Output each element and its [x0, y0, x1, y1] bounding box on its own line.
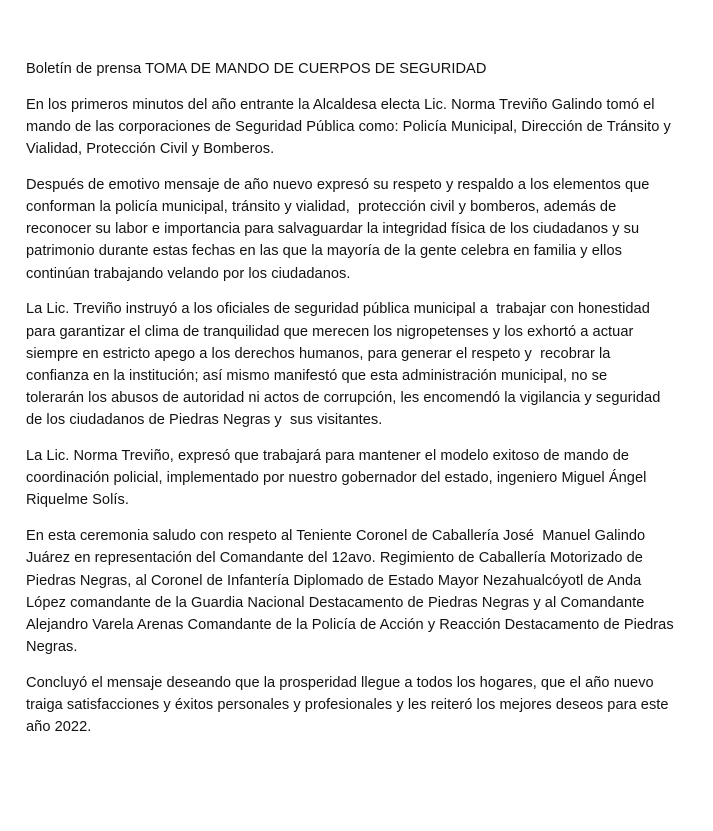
paragraph-2: Después de emotivo mensaje de año nuevo expresó su respeto y respaldo a los elementos que conforman la policía municipal, tránsito y vialidad, protección civil y bomberos, además de reconocer su labor e importancia para salvaguardar la integridad física de los ciudadanos y su patrimonio durante estas fechas en las que la mayoría de la gente celebra en familia y ellos continúan trabajando velando por los ciudadanos.	[26, 176, 650, 282]
paragraph-3: La Lic. Treviño instruyó a los oficiales de seguridad pública municipal a trabajar con honestidad para garantizar el clima de tranquilidad que merecen los nigropetenses y los exhortó a actuar siempre en estricto apego a los derechos humanos, para generar el respeto y recobrar la confianza en la institución; así mismo manifestó que esta administración municipal, no se tolerarán los abusos de autoridad ni actos de corrupción, les encomendó la vigilancia y seguridad de los ciudadanos de Piedras Negras y sus visitantes.	[26, 301, 661, 429]
paragraph-4: La Lic. Norma Treviño, expresó que trabajará para mantener el modelo exitoso de mando de coordinación policial, implementado por nuestro gobernador del estado, ingeniero Miguel Ángel Riquelme Solís.	[26, 448, 647, 509]
paragraph-5: En esta ceremonia saludo con respeto al Teniente Coronel de Caballería José Manuel Galindo Juárez en representación del Comandante del 12avo. Regimiento de Caballería Motorizado de Piedras Negras, al Coronel de Infantería Diplomado de Estado Mayor Nezahualcóyotl de Anda López comandante de la Guardia Nacional Destacamento de Piedras Negras y al Comandante Alejandro Varela Arenas Comandante de la Policía de Acción y Reacción Destacamento de Piedras Negras.	[26, 528, 674, 656]
press-release-document	[26, 58, 696, 752]
paragraph-1: En los primeros minutos del año entrante la Alcaldesa electa Lic. Norma Treviño Galindo tomó el mando de las corporaciones de Seguridad Pública como: Policía Municipal, Dirección de Tránsito y Vialidad, Protección Civil y Bomberos.	[26, 96, 671, 158]
paragraph-6: Concluyó el mensaje deseando que la prosperidad llegue a todos los hogares, que el año nuevo traiga satisfacciones y éxitos personales y profesionales y les reiteró los mejores deseos para este año 2022.	[26, 674, 669, 736]
document-title: Boletín de prensa TOMA DE MANDO DE CUERPOS DE SEGURIDAD	[26, 61, 487, 77]
